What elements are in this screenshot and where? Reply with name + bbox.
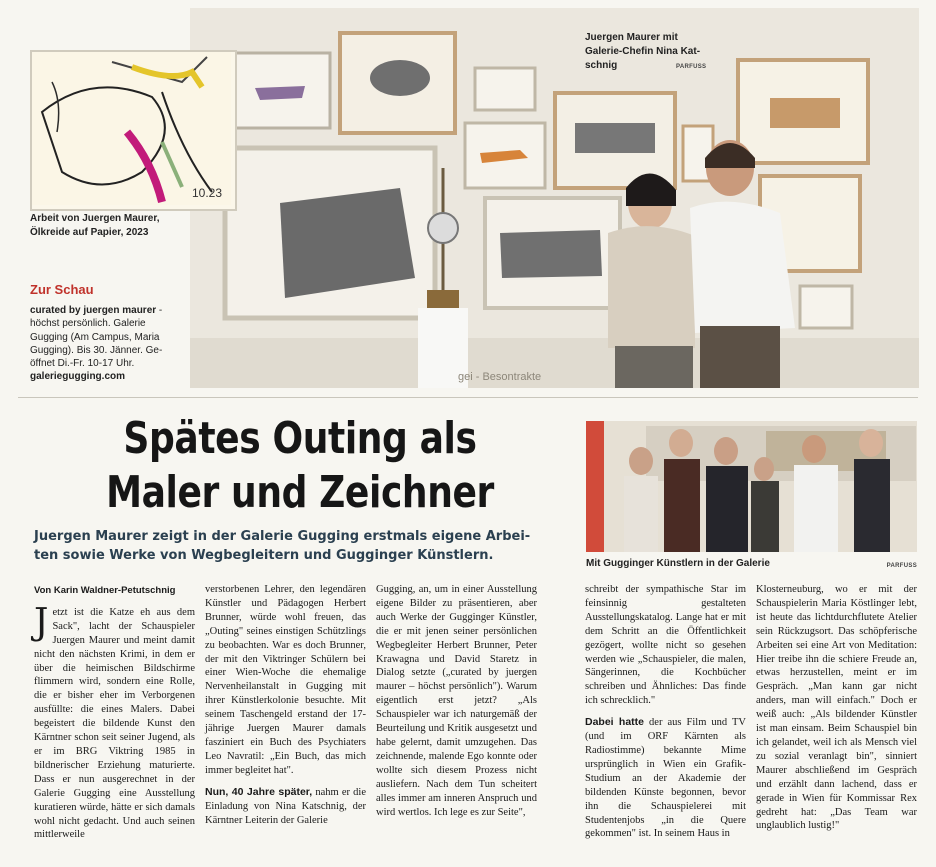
article-column-1 (34, 584, 195, 842)
paragraph-lead: Dabei hatte (585, 716, 645, 729)
caption-line (585, 59, 725, 74)
curated-label: curated by juergen maurer (30, 305, 157, 316)
gallery-url[interactable]: galeriegugging.com (30, 371, 126, 383)
body-text: etzt ist die Katze eh aus dem Sack", lacht der Schauspieler Juergen Maurer und meint damit nicht den nächsten Krimi, in dem er über die heimischen Bildschirme flimmern wird, sondern eine Rolle, die er bisher eher im Verborgenen ausfüllte: die eines Malers. Dabei begeistert die bildende Kunst den Kärntner schon seit seiner Jugend, als er im BRG Viktring 1985 in bildnerischer Erziehung maturierte. Dass er nun ausgerechnet in der Galerie Gugging eine Ausstellung kuratieren würde, hätte er sich damals wohl nicht gedacht. Und auch seinen mittlerweile (34, 606, 195, 841)
article-headline (87, 412, 513, 520)
zur-schau-heading: Zur Schau (30, 282, 94, 297)
info-line: Gugging (Am Campus, Maria (30, 331, 160, 343)
article-subhead (34, 527, 574, 565)
main-photo-caption (585, 31, 725, 74)
photo-credit: PARFUSS (676, 64, 707, 70)
drop-cap: J (34, 601, 49, 643)
caption-line: Arbeit von Juergen Maurer, (30, 213, 160, 224)
article-column-2 (205, 583, 366, 827)
body-text: Gugging, an, um in einer Ausstellung eigene Bilder zu präsentieren, aber auch Werke der Gugginger Künstler, die er mit jenen seiner persönlichen Wegbegleiter Herbert Brunner, Peter Krawagna und David Staretz in Dialog setzte („curated by juergen maurer – höchst persönlich"). Warum eigentlich erst jetzt? „Als Schauspieler war ich naturgemäß der Beurteilung und Kritik ausgesetzt und habe gelernt, damit umzugehen. Das zeichnende, malende Ego konnte oder wollte sich diesem Prozess nicht ausliefern. Nach dem Tun scheitert alles immer am inneren Anspruch und wird wertlos. Ich lege es zur Seite", (376, 584, 537, 818)
caption-line-3: schnig (585, 60, 618, 71)
info-dash: - (156, 305, 163, 316)
caption-line: Juergen Maurer mit (585, 32, 678, 43)
subhead-line: ten sowie Werke von Wegbegleitern und Gugginger Künstlern. (34, 548, 494, 563)
caption-text: Mit Gugginger Künstlern in der Galerie (586, 558, 770, 569)
headline-line: Maler und Zeichner (106, 467, 494, 518)
subhead-line: Juergen Maurer zeigt in der Galerie Gugging erstmals eigene Arbei- (34, 529, 531, 544)
body-text: verstorbenen Lehrer, den legendären Künstler und Pädagogen Herbert Brunner, würde wohl freuen, das „Outing" seines einstigen Schützlings zu beobachten. War es doch Brunner, der mit den Viktringer Schülern bei einer Wien-Woche die ehemalige Nervenheilanstalt in Gugging mit ihrer Künstlerkolonie besuchte. Mit seinem Taschengeld erstand der 17-jährige Juergen Maurer damals fasziniert ein Buch des Psychiaters Leo Navratil: „Ein Buch, das mich immer begleitet hat". (205, 584, 366, 776)
inset-artwork (30, 50, 237, 211)
group-photo (586, 421, 917, 552)
body-text: nahm er die Einladung von Nina Katschnig, der Kärntner Leiterin der Galerie (205, 786, 366, 826)
byline: Von Karin Waldner-Petutschnig (34, 585, 176, 596)
main-photo (190, 8, 919, 388)
info-line: höchst persönlich. Galerie (30, 318, 146, 330)
crayon-drawing (32, 52, 231, 205)
caption-line: Galerie-Chefin Nina Kat- (585, 46, 701, 57)
section-divider (18, 397, 918, 398)
group-scene-illustration (586, 421, 917, 552)
caption-line: Ölkreide auf Papier, 2023 (30, 227, 149, 238)
headline-line: Spätes Outing als (123, 413, 477, 464)
inset-caption (30, 212, 200, 240)
gallery-scene-illustration (190, 8, 919, 388)
info-line: Gugging). Bis 30. Jänner. Ge- (30, 344, 163, 356)
paragraph-lead: Nun, 40 Jahre später, (205, 785, 313, 798)
article-column-5 (756, 583, 917, 833)
article-column-3 (376, 583, 537, 819)
photo-credit: PARFUSS (886, 563, 917, 569)
wall-text: gei - Besontrakte (458, 371, 542, 383)
body-text: Klosterneuburg, wo er mit der Schauspielerin Maria Köstlinger lebt, ist heute das lichtdurchflutete Atelier sein Rückzugsort. Das schöpferische Arbeiten sei eine Art von Meditation: Hier treibe ihn die schiere Freude an, etwas herzustellen, meint er im Gespräch. „Man kann gar nicht anders, man will einfach." Doch er weiß auch: „Als bildender Künstler ist man einsam. Beim Schauspiel bin ich gelandet, weil ich als Mensch viel zu sozial veranlagt bin", sinniert Maurer abschließend im Gespräch und erzählt dann lachend, dass er gerade in Wien für Kommissar Rex gedreht hat: „Das Team war unglaublich lustig!" (756, 584, 917, 832)
info-line: öffnet Di.-Fr. 10-17 Uhr. (30, 358, 135, 370)
body-text: schreibt der sympathische Star im feinsinnig gestalteten Ausstellungskatalog. Lange hat er mit dem Schritt an die Öffentlichkeit gezögert, wollte nicht so gesehen werden wie „Schauspieler, die malen, Sängerinnen, die Kochbücher schreiben und Ähnliches: Das finde ich schrecklich." (585, 584, 746, 707)
group-photo-caption (586, 557, 917, 571)
article-column-4 (585, 583, 746, 841)
zur-schau-info (30, 304, 180, 384)
body-text: der aus Film und TV (und im ORF Kärnten als Radiostimme) bekannte Mime ursprünglich in Wien ein Grafik-Studium an der Akademie der bildenden Künste begonnen, bevor ihn die Schauspielerei mit Studentenjobs „in die Quere gekommen" ist. In seinem Haus in (585, 717, 746, 840)
info-line (30, 304, 180, 317)
signature-text: 10.23 (192, 186, 223, 200)
